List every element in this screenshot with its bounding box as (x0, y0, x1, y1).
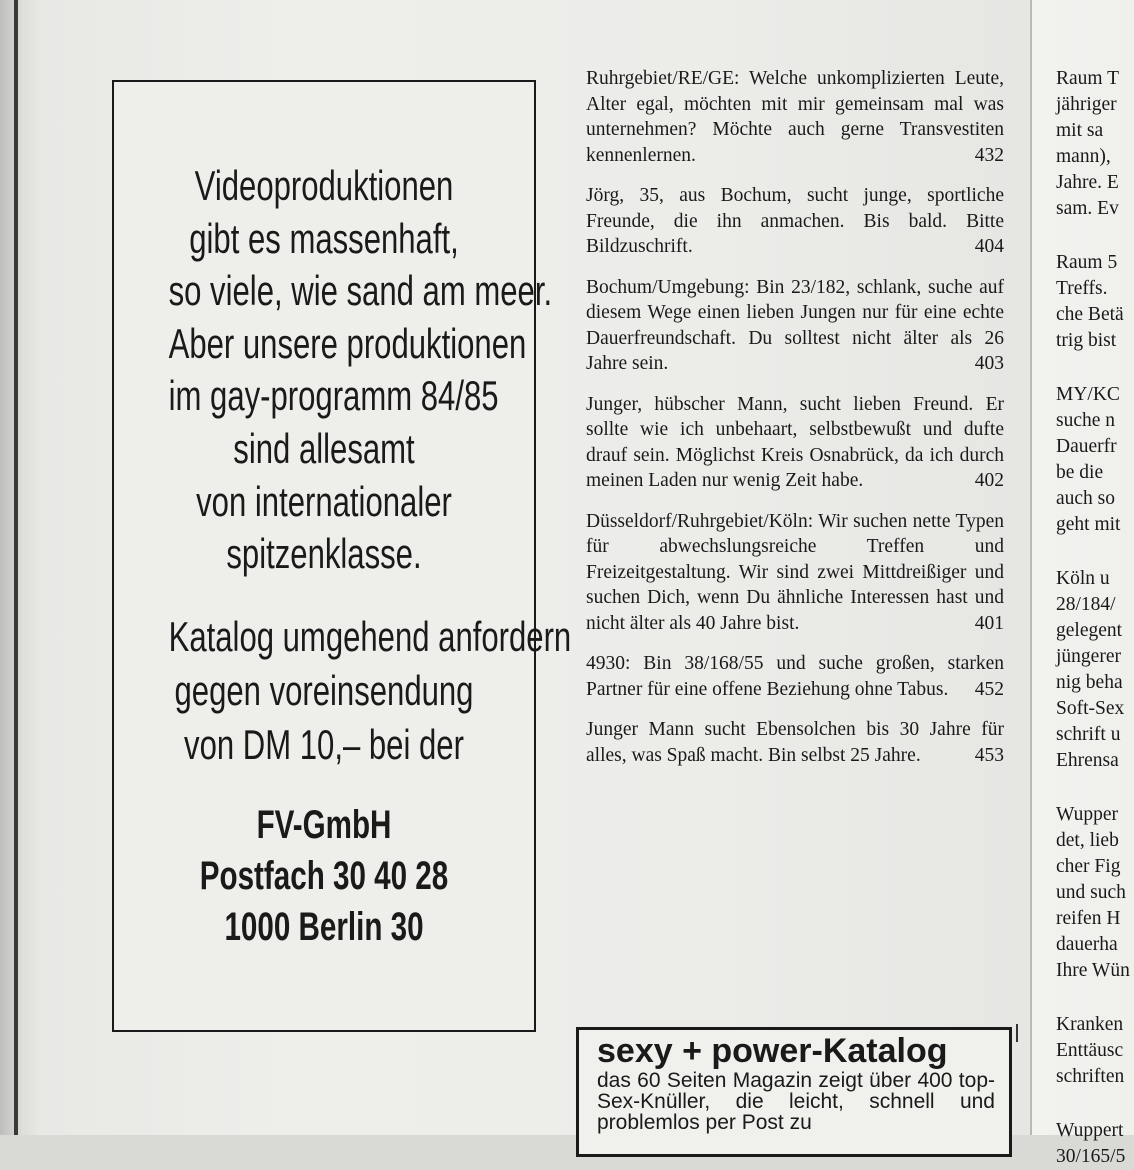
cropped-line: trig bist (1056, 330, 1117, 351)
advert-line: im gay-programm 84/85 (168, 372, 499, 420)
advert-line: gibt es massenhaft, (189, 214, 459, 262)
cropped-line: dauerha (1056, 934, 1118, 955)
advert-address (169, 800, 480, 953)
page-spine (0, 0, 24, 1135)
right-column-cropped (1056, 66, 1134, 1167)
cropped-line: che Betä (1056, 304, 1124, 325)
cropped-line: und such (1056, 882, 1126, 903)
cropped-line: Enttäusc (1056, 1040, 1124, 1061)
cropped-line: reifen H (1056, 908, 1121, 929)
entry-text: Junger, hübscher Mann, sucht lieben Freund. Er sollte wie ich unbehaart, selbstbewußt und dufte drauf sein. Möglichst Kreis Osnabrück, da ich durch meinen Laden nur wenig Zeit habe. (586, 393, 1004, 491)
entry-text: Jörg, 35, aus Bochum, sucht junge, sportliche Freunde, die ihn anmachen. Bis bald. Bitte Bildzuschrift. (586, 185, 1004, 257)
entry-number: 452 (974, 678, 1004, 700)
company-name: FV-GmbH (256, 803, 392, 847)
cropped-line: gelegent (1056, 620, 1123, 641)
advert-line: von internationaler (196, 477, 452, 525)
postbox-line: Postfach 30 40 28 (199, 854, 449, 898)
entry-number: 401 (974, 612, 1004, 634)
personal-ad-entry (586, 717, 1004, 768)
entry-number: 432 (974, 144, 1004, 166)
cropped-line: Raum T (1056, 68, 1120, 89)
cropped-line: 30/165/5 (1056, 1146, 1126, 1167)
catalog-headline: sexy + power-Katalog (597, 1032, 948, 1070)
cropped-line: schrift u (1056, 724, 1121, 745)
catalog-body: das 60 Seiten Magazin zeigt über 400 top-Sex-Knüller, die leicht, schnell und problemlos per Post zu (597, 1069, 995, 1134)
cropped-entry (1056, 66, 1134, 222)
personal-ad-entry (586, 66, 1004, 168)
cropped-line: schriften (1056, 1066, 1125, 1087)
entry-number: 403 (974, 353, 1004, 374)
order-line: Katalog umgehend anfordern (168, 613, 572, 660)
cropped-line: be die (1056, 462, 1104, 483)
advert-order-info (168, 610, 572, 772)
cropped-line: Köln u (1056, 568, 1110, 589)
column-rule (1030, 0, 1032, 1135)
margin-mark (1016, 1024, 1018, 1042)
cropped-line: Treffs. (1056, 278, 1108, 299)
cropped-line: Wuppert (1056, 1120, 1124, 1141)
entry-text: Junger Mann sucht Ebensolchen bis 30 Jahre für alles, was Spaß macht. Bin selbst 25 Jahre. (586, 719, 1004, 766)
advert-line: sind allesamt (233, 424, 415, 472)
order-line: gegen voreinsendung (174, 667, 474, 714)
city-line: 1000 Berlin 30 (224, 905, 424, 949)
video-advert-box (112, 80, 572, 1032)
advert-line: Aber unsere produktionen (168, 319, 527, 367)
personal-ad-entry (586, 651, 1004, 702)
cropped-entry (1056, 1118, 1134, 1170)
cropped-line: Kranken (1056, 1014, 1124, 1035)
entry-number: 402 (974, 470, 1004, 491)
personal-ad-entry (586, 392, 1004, 494)
catalog-advert-box (576, 1027, 1012, 1157)
entry-number: 453 (974, 744, 1004, 766)
entry-text: 4930: Bin 38/168/55 und suche großen, starken Partner für eine offene Beziehung ohne Tabus. (586, 653, 1004, 700)
cropped-line: det, lieb (1056, 830, 1119, 851)
entry-text: Bochum/Umgebung: Bin 23/182, schlank, suche auf diesem Wege einen lieben Jungen nur für eine echte Dauerfreundschaft. Du solltest nicht älter als 26 Jahre sein. (586, 276, 1004, 374)
advert-line: so viele, wie sand am meer. (168, 267, 553, 315)
cropped-line: cher Fig (1056, 856, 1121, 877)
cropped-line: Wupper (1056, 804, 1119, 825)
entry-number: 404 (974, 236, 1004, 257)
spine-rule (14, 0, 18, 1135)
personal-ad-entry (586, 509, 1004, 637)
cropped-line: suche n (1056, 410, 1116, 431)
cropped-line: mann), (1056, 146, 1111, 167)
cropped-line: jähriger (1056, 94, 1117, 115)
personal-ad-entry (586, 275, 1004, 377)
cropped-line: Ihre Wün (1056, 960, 1130, 981)
cropped-line: Ehrensa (1056, 750, 1119, 771)
advert-line: spitzenklasse. (226, 530, 422, 578)
cropped-entry (1056, 1012, 1134, 1090)
order-line: von DM 10,– bei der (184, 721, 464, 768)
entry-text: Düsseldorf/Ruhrgebiet/Köln: Wir suchen nette Typen für abwechslungsreiche Treffen und Freizeitgestaltung. Wir sind zwei Mittdreißiger und suchen Dich, wenn Du ähnliche Interessen hast und nicht älter als 40 Jahre bist. (586, 510, 1004, 634)
cropped-line: 28/184/ (1056, 594, 1116, 615)
advert-line: Videoproduktionen (194, 162, 454, 209)
cropped-line: Soft-Sex (1056, 698, 1125, 719)
personal-ad-entry (586, 183, 1004, 260)
cropped-entry (1056, 802, 1134, 984)
cropped-line: nig beha (1056, 672, 1123, 693)
cropped-line: Jahre. E (1056, 172, 1119, 193)
cropped-line: MY/KC (1056, 384, 1120, 405)
cropped-entry (1056, 566, 1134, 774)
cropped-line: geht mit (1056, 514, 1121, 535)
cropped-line: jüngerer (1056, 646, 1121, 667)
cropped-line: auch so (1056, 488, 1116, 509)
cropped-line: Dauerfr (1056, 436, 1117, 457)
cropped-line: Raum 5 (1056, 252, 1118, 273)
advert-copy (168, 160, 553, 581)
cropped-entry (1056, 382, 1134, 538)
entry-text: Ruhrgebiet/RE/GE: Welche unkomplizierten Leute, Alter egal, möchten mit mir gemeinsam mal was unternehmen? Möchte auch gerne Transvestiten kennenlernen. (586, 68, 1004, 166)
cropped-entry (1056, 250, 1134, 354)
cropped-line: mit sa (1056, 120, 1104, 141)
personals-column (586, 66, 1004, 783)
cropped-line: sam. Ev (1056, 198, 1119, 219)
